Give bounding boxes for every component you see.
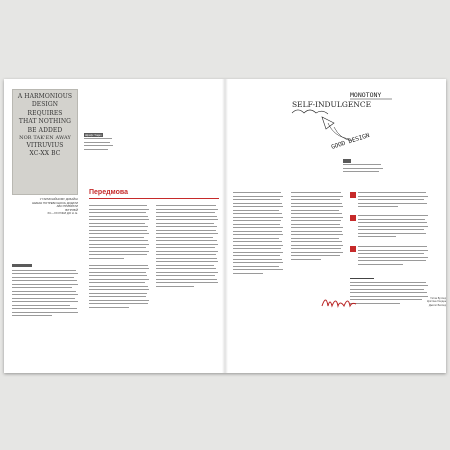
right-body-column-1 xyxy=(233,192,283,276)
left-page xyxy=(4,79,225,373)
inscription-line: REQUIRES xyxy=(27,109,63,117)
tablet-caption xyxy=(12,198,78,216)
book-spread xyxy=(4,79,446,373)
inscription-line: XC-XX BC xyxy=(29,150,61,158)
sketch-note-text xyxy=(343,164,383,175)
handwritten-signature xyxy=(320,292,358,314)
author-line: Крістіна Холден xyxy=(427,300,446,304)
list-number-3 xyxy=(350,246,356,252)
side-note-text xyxy=(84,138,114,152)
author-line: Уілла Бутлер xyxy=(430,297,446,300)
stone-tablet-illustration xyxy=(12,89,78,195)
heading-rule xyxy=(89,198,219,199)
preface-authors xyxy=(427,297,446,307)
section-heading: Передмова xyxy=(89,189,129,196)
inscription-line: THAT NOTHING xyxy=(18,118,72,126)
list-item-3 xyxy=(358,246,428,267)
body-column-1 xyxy=(89,205,149,310)
caption-line: НЕМАЄ ПОТРЕБИ ЩОСЬ ДОДАТИ xyxy=(32,200,78,205)
sketch-word-self-indulgence: SELF-INDULGENCE xyxy=(292,100,372,109)
caption-line: XC—XX РОКИ ДО Н. Е. xyxy=(47,211,78,216)
caption-line: АБО ПРИБРАТИ xyxy=(56,204,78,209)
caption-line: ВІТРУВІЙ xyxy=(65,207,78,212)
side-note-label: Шрифт Trajan xyxy=(85,133,102,137)
design-sketch-illustration xyxy=(288,83,398,153)
sketch-word-good-design: GOOD DESIGN xyxy=(330,131,371,151)
inscription-line: VITRUVIUS xyxy=(26,142,64,150)
inscription-line: A HARMONIOUS xyxy=(17,93,73,100)
inscription-line: NOR TAK'EN AWAY xyxy=(19,135,71,142)
margin-note xyxy=(12,264,78,319)
author-line: Джилл Батлер xyxy=(428,303,446,307)
inscription-line: BE ADDED xyxy=(27,126,63,134)
inscription-line: DESIGN xyxy=(31,101,59,109)
body-column-2 xyxy=(156,205,218,289)
caption-line: У ГАРМОНІЙНОМУ ДИЗАЙНІ xyxy=(39,197,78,201)
right-body-column-2 xyxy=(291,192,343,262)
sketch-note-label xyxy=(343,159,351,163)
list-number-1 xyxy=(350,192,356,198)
closing-paragraph xyxy=(350,278,428,306)
list-item-2 xyxy=(358,215,428,240)
sketch-word-monotony: MONOTONY xyxy=(350,91,382,99)
list-number-2 xyxy=(350,215,356,221)
list-item-1 xyxy=(358,192,428,210)
